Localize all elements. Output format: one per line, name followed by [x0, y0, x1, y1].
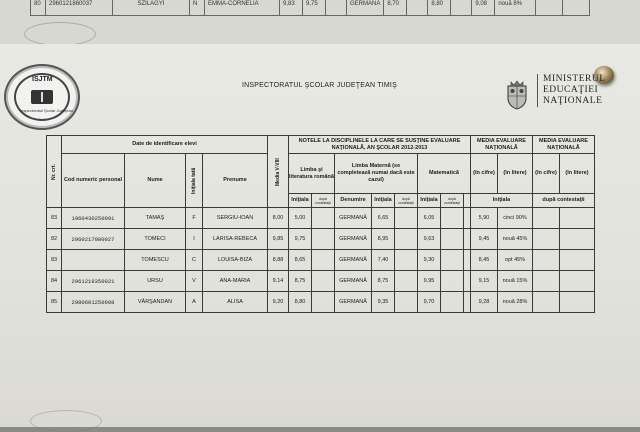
cell-empty — [312, 271, 335, 292]
cell-empty — [395, 292, 418, 313]
media-group-header: MEDIA EVALUARE NAŢIONALĂ — [471, 136, 533, 154]
media-dupa-header: după contestaţii — [533, 194, 595, 208]
seal-title: ISJTM — [32, 76, 53, 83]
note-group-header: NOTELE LA DISCIPLINELE LA CARE SE SUSŢINE EVALUARE NAŢIONALĂ, AN ŞCOLAR 2012-2013 — [289, 136, 471, 154]
cell-prenume: SERGIU-IOAN — [203, 208, 268, 229]
cell-denumire: GERMANĂ — [335, 208, 372, 229]
cell-romana: 8,80 — [289, 292, 312, 313]
cell-denumire: GERMANĂ — [335, 229, 372, 250]
back-prenume: EMMA-CORNELIA — [205, 0, 280, 16]
ministry-logo-text — [537, 74, 606, 107]
cell-initiala: A — [186, 292, 203, 313]
cell-denumire: GERMANĂ — [335, 250, 372, 271]
isjtm-seal-logo — [4, 64, 80, 130]
cell-litere: nouă 45% — [498, 229, 533, 250]
cell-initiala: V — [186, 271, 203, 292]
cell-cifre: 8,45 — [471, 250, 498, 271]
cell-empty — [395, 271, 418, 292]
cell-denumire: GERMANĂ — [335, 271, 372, 292]
cell-matematica: 9,63 — [418, 229, 441, 250]
matematica-initiala-header: Iniţiala — [418, 194, 441, 208]
cell-media: 9,14 — [268, 271, 289, 292]
col-nr-header: Nr. crt. — [47, 136, 62, 208]
cell-media: 9,85 — [268, 229, 289, 250]
col-media-header: Media V-VIII — [268, 136, 289, 208]
cell-romana: 8,75 — [289, 271, 312, 292]
cell-empty — [560, 229, 595, 250]
cell-nr: 83 — [47, 250, 62, 271]
cell-romana: 5,00 — [289, 208, 312, 229]
seal-subtitle: Inspectoratul Şcolar Judeţean — [20, 108, 73, 113]
back-empty2 — [407, 0, 428, 16]
cell-initiala: C — [186, 250, 203, 271]
cell-cod: 2980601250008 — [62, 292, 125, 313]
cell-empty — [560, 250, 595, 271]
cell-cifre: 9,28 — [471, 292, 498, 313]
table-row — [47, 208, 595, 229]
materna-initiala-header: Iniţiala — [372, 194, 395, 208]
cell-nr: 82 — [47, 229, 62, 250]
cell-matematica: 9,70 — [418, 292, 441, 313]
cell-materna: 7,40 — [372, 250, 395, 271]
cell-empty — [533, 229, 560, 250]
cell-empty — [464, 208, 471, 229]
cell-empty — [395, 250, 418, 271]
col-romana-header: Limba şi literatura română — [289, 154, 335, 194]
back-empty4 — [536, 0, 563, 16]
col-cod-header: Cod numeric personal — [62, 154, 125, 208]
col-nume-header: Nume — [125, 154, 186, 208]
document-title: INSPECTORATUL ŞCOLAR JUDEŢEAN TIMIŞ — [242, 82, 397, 89]
cell-empty — [312, 292, 335, 313]
cell-empty — [464, 250, 471, 271]
table-body — [47, 208, 595, 313]
cell-empty — [533, 250, 560, 271]
cell-empty — [464, 229, 471, 250]
cell-denumire: GERMANĂ — [335, 292, 372, 313]
cell-initiala: F — [186, 208, 203, 229]
grades-table — [46, 135, 595, 313]
col-initiala-header: Iniţiala tată — [186, 154, 203, 208]
col-materna-header: Limba Maternă (se completează numai dacă este cazul) — [335, 154, 418, 194]
cell-empty — [441, 208, 464, 229]
table-row — [47, 229, 595, 250]
back-media: 9,83 — [280, 0, 303, 16]
cell-nume: TOMESCU — [125, 250, 186, 271]
cell-empty — [464, 292, 471, 313]
cell-romana: 8,65 — [289, 250, 312, 271]
cell-litere: opt 45% — [498, 250, 533, 271]
cell-nume: TOMECI — [125, 229, 186, 250]
cell-media: 8,88 — [268, 250, 289, 271]
cell-nume: VÂRŞANDAN — [125, 292, 186, 313]
cell-nume: TAMAŞ — [125, 208, 186, 229]
cell-empty — [312, 229, 335, 250]
cell-cifre: 5,90 — [471, 208, 498, 229]
cell-empty — [395, 229, 418, 250]
cell-empty — [441, 271, 464, 292]
back-empty5 — [563, 0, 590, 16]
cell-cod: 2961219350021 — [62, 271, 125, 292]
cell-nr: 83 — [47, 208, 62, 229]
back-initiala: N — [190, 0, 205, 16]
cell-initiala: I — [186, 229, 203, 250]
background-row-table — [30, 0, 590, 16]
cell-materna: 6,65 — [372, 208, 395, 229]
cell-prenume: ALISA — [203, 292, 268, 313]
back-empty3 — [451, 0, 472, 16]
coat-of-arms-icon — [505, 80, 529, 110]
romana-initiala-header: Iniţiala — [289, 194, 312, 208]
back-litere: nouă 8% — [495, 0, 536, 16]
matematica-extra-header — [464, 194, 471, 208]
back-materna: GERMANĂ — [347, 0, 384, 16]
cell-nr: 85 — [47, 292, 62, 313]
cell-litere: nouă 15% — [498, 271, 533, 292]
matematica-dupa-header: după contestaţii — [441, 194, 464, 208]
cell-empty — [312, 208, 335, 229]
cell-cod — [62, 250, 125, 271]
cell-nr: 84 — [47, 271, 62, 292]
col-litere-header: (în litere) — [498, 154, 533, 194]
cell-empty — [441, 250, 464, 271]
ministry-line-3: NAŢIONALE — [543, 96, 603, 106]
cell-empty — [464, 271, 471, 292]
back-romana: 9,75 — [303, 0, 326, 16]
col-litere2-header: (în litere) — [560, 154, 595, 194]
cell-matematica: 9,95 — [418, 271, 441, 292]
cell-empty — [441, 292, 464, 313]
col-cifre-header: (în cifre) — [471, 154, 498, 194]
romana-dupa-header: după contestaţii — [312, 194, 335, 208]
ministry-line-2: EDUCAŢIEI — [543, 85, 599, 95]
cell-romana: 9,75 — [289, 229, 312, 250]
table-row — [47, 292, 595, 313]
bottom-seal-stamp — [30, 410, 102, 432]
col-cifre2-header: (în cifre) — [533, 154, 560, 194]
cell-materna: 8,95 — [372, 229, 395, 250]
cell-prenume: ANA-MARIA — [203, 271, 268, 292]
col-prenume-header: Prenume — [203, 154, 268, 208]
cell-empty — [533, 208, 560, 229]
cell-matematica: 6,05 — [418, 208, 441, 229]
cell-empty — [441, 229, 464, 250]
background-sheet — [0, 0, 640, 44]
cell-media: 8,00 — [268, 208, 289, 229]
cell-cod: 1960430250091 — [62, 208, 125, 229]
back-nr: 80 — [31, 0, 46, 16]
cell-matematica: 9,30 — [418, 250, 441, 271]
back-nota-materna: 8,70 — [384, 0, 407, 16]
cell-cifre: 9,45 — [471, 229, 498, 250]
back-empty1 — [326, 0, 347, 16]
cell-media: 9,20 — [268, 292, 289, 313]
materna-dupa-header: după contestaţii — [395, 194, 418, 208]
cell-prenume: LARISA-REBECA — [203, 229, 268, 250]
media-contestatii-group-header: MEDIA EVALUARE NAŢIONALĂ — [533, 136, 595, 154]
ministry-line-1: MINISTERUL — [543, 74, 606, 84]
table-row — [47, 250, 595, 271]
cell-empty — [395, 208, 418, 229]
back-cod: 2960121860037 — [46, 0, 113, 16]
back-nume: SZILAGYI — [113, 0, 190, 16]
cell-empty — [560, 208, 595, 229]
cell-empty — [533, 292, 560, 313]
cell-cifre: 9,15 — [471, 271, 498, 292]
background-row — [31, 0, 590, 16]
cell-nume: URSU — [125, 271, 186, 292]
cell-cod: 2960217080027 — [62, 229, 125, 250]
header-row-2 — [47, 154, 595, 194]
cell-litere: cinci 90% — [498, 208, 533, 229]
background-seal-stamp — [24, 22, 96, 44]
col-matematica-header: Matematică — [418, 154, 471, 194]
table-row — [47, 271, 595, 292]
materna-denumire-header: Denumire — [335, 194, 372, 208]
book-icon — [31, 90, 53, 104]
cell-prenume: LOUISA-BIZA — [203, 250, 268, 271]
cell-materna: 9,35 — [372, 292, 395, 313]
cell-empty — [560, 271, 595, 292]
cell-empty — [312, 250, 335, 271]
cell-materna: 8,75 — [372, 271, 395, 292]
cell-litere: nouă 28% — [498, 292, 533, 313]
back-matematica: 8,80 — [428, 0, 451, 16]
header-row-1 — [47, 136, 595, 154]
ident-group-header: Date de identificare elevi — [62, 136, 268, 154]
back-media-evaluare: 9,08 — [472, 0, 495, 16]
media-initiala-header: Iniţiala — [471, 194, 533, 208]
cell-empty — [533, 271, 560, 292]
cell-empty — [560, 292, 595, 313]
